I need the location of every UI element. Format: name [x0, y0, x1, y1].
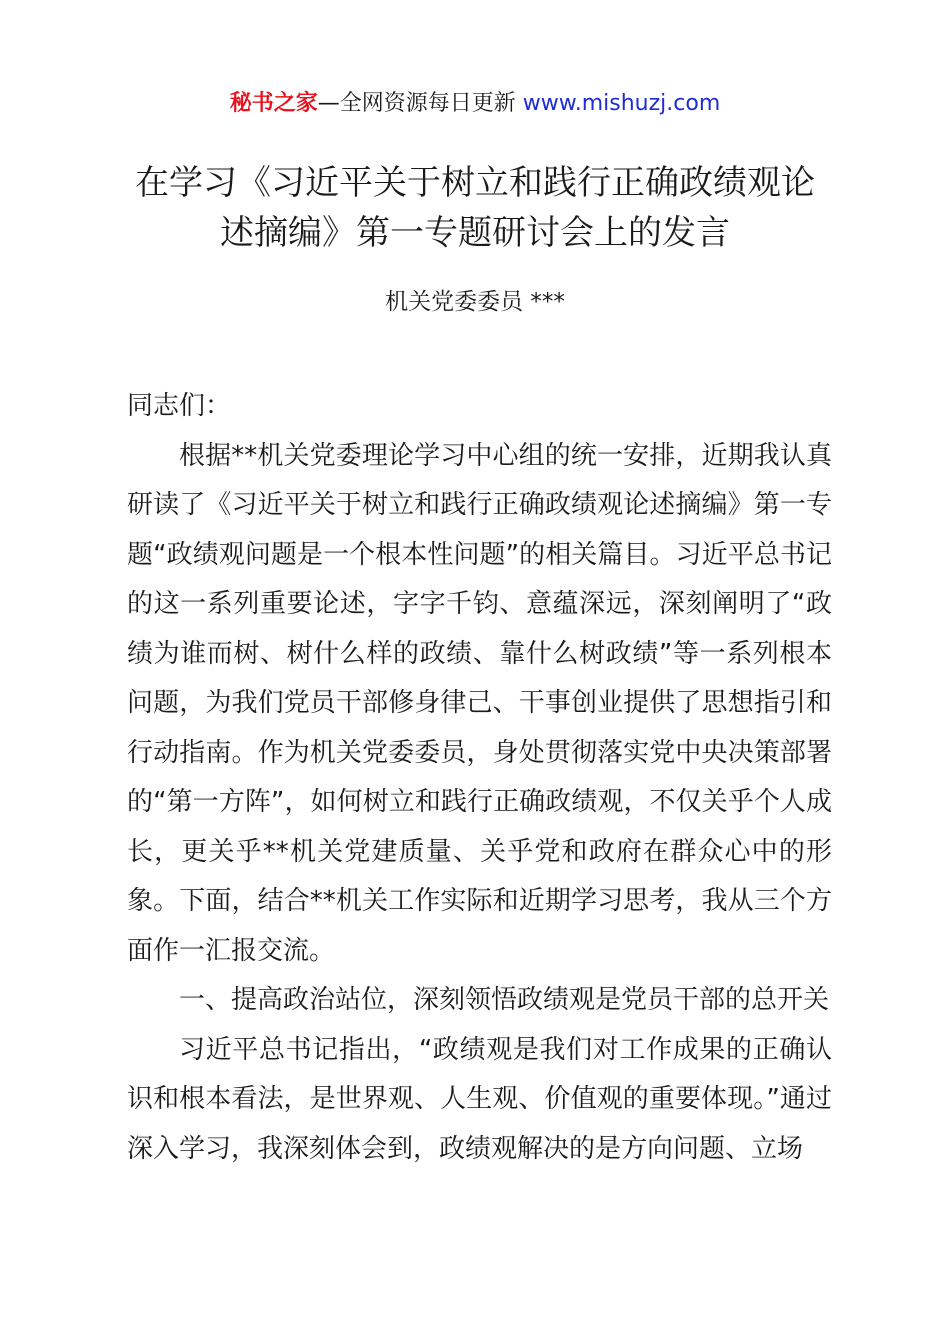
- brand-name: 秘书之家: [229, 91, 318, 116]
- body-paragraph: 习近平总书记指出，“政绩观是我们对工作成果的正确认识和根本看法，是世界观、人生观、价值观的重要体现。”通过深入学习，我深刻体会到，政绩观解决的是方向问题、立场: [127, 1034, 832, 1164]
- site-header: [0, 88, 950, 120]
- document-title-line-1: 在学习《习近平关于树立和践行正确政绩观论: [135, 163, 815, 203]
- document-author: 机关党委委员 ***: [385, 289, 565, 315]
- body-paragraph: 根据**机关党委理论学习中心组的统一安排，近期我认真研读了《习近平关于树立和践行正确政绩观论述摘编》第一专题“政绩观问题是一个根本性问题”的相关篇目。习近平总书记的这一系列重要论述，字字千钧、意蕴深远，深刻阐明了“政绩为谁而树、树什么样的政绩、靠什么树政绩”等一系列根本问题，为我们党员干部修身律己、干事创业提供了思想指引和行动指南。作为机关党委委员，身处贯彻落实党中央决策部署的“第一方阵”，如何树立和践行正确政绩观，不仅关乎个人成长，更关乎**机关党建质量、关乎党和政府在群众心中的形象。下面，结合**机关工作实际和近期学习思考，我从三个方面作一汇报交流。: [127, 440, 832, 966]
- document-title: [100, 158, 850, 258]
- site-tagline: —全网资源每日更新: [317, 91, 516, 116]
- salutation: 同志们：: [127, 391, 232, 421]
- section-heading: 一、提高政治站位，深刻领悟政绩观是党员干部的总开关: [179, 985, 830, 1015]
- site-url-link[interactable]: www.mishuzj.com: [522, 91, 721, 116]
- document-title-line-2: 述摘编》第一专题研讨会上的发言: [220, 213, 730, 253]
- document-body: [127, 382, 832, 1174]
